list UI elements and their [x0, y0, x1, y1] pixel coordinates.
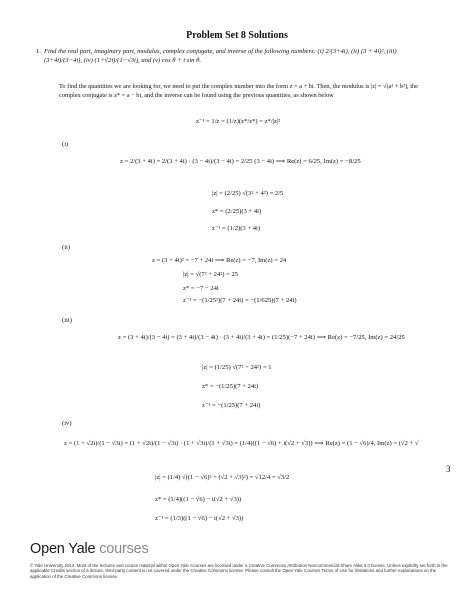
part-iii-inverse: z⁻¹ = −(1/25)(7 + 24i) — [202, 402, 261, 409]
page-number: 3 — [446, 464, 451, 474]
inverse-definition: z⁻¹ = 1/z = (1/z)(z*/z*) = z*/|z|² — [196, 118, 281, 125]
logo-text-secondary: courses — [95, 541, 149, 557]
part-iv-modulus: |z| = (1/4) √((1 − √6)² + (√2 + √3)²) = √12/4 = √3/2 — [155, 474, 290, 481]
part-iii-main: z = (3 + 4i)/(3 − 4i) = (3 + 4i)/(3 − 4i) · (3 + 4i)/(3 + 4i) = (1/25)(−7 + 24i) ⟹ Re(z) = −7/25, Im(z) = 24/25 — [118, 334, 405, 341]
part-iv-inverse: z⁻¹ = (1/3)((1 − √6) − i(√2 + √3)) — [155, 515, 244, 522]
open-yale-courses-logo — [30, 541, 149, 557]
part-i-label: (i) — [62, 141, 69, 148]
part-iii-label: (iii) — [62, 317, 72, 324]
part-ii-inverse: z⁻¹ = −(1/25²)(7 + 24i) = −(1/625)(7 + 24i) — [183, 297, 297, 304]
part-i-conjugate: z* = (2/25)(3 + 4i) — [212, 208, 262, 215]
license-footer: © Yale University 2012. Most of the lectures and course material within Open Yale Courses are licensed under a Creative Commons Attribution-Noncommercial-Share Alike 3.0 license. Unless explicitly set forth in the applicable Credits section of a lecture, third-party content is not covered under the Creative Commons license. Please consult the Open Yale Courses Terms of Use for limitations and further explanations on the application of the Creative Commons license. — [30, 563, 448, 579]
part-iv-main: z = (1 + √2i)/(1 − √3i) = (1 + √2i)/(1 − √3i) · (1 + √3i)/(1 + √3i) = (1/4)((1 − √6) + i(√2 + √3)) ⟹ Re(z) = (1 − √6)/4, Im(z) = (√2 + √ — [64, 440, 419, 447]
part-ii-modulus: |z| = √(7² + 24²) = 25 — [183, 271, 239, 278]
part-iv-label: (iv) — [62, 420, 72, 427]
logo-text-primary: Open Yale — [30, 541, 96, 557]
problem-statement — [36, 47, 430, 65]
intro-paragraph: To find the quantities we are looking for, we need to put the complex number into the form z = a + bi. Then, the modulus is |z| = √(a² + b²), the complex conjugate is z* = a − bi, and the inverse can be found using the previous quantities, as shown below — [59, 83, 418, 99]
part-iii-conjugate: z* = −(1/25)(7 + 24i) — [202, 383, 259, 390]
problem-text: Find the real part, imaginary part, modulus, complex conjugate, and inverse of the following numbers: (i) 2/(3+4i), (ii) (3 + 4i)², (iii) (3+4i)/(3−4i), (iv) (1+√2i)/(1−√3i), and (v) cos θ + i sin θ. — [44, 48, 397, 64]
part-ii-main: z = (3 + 4i)² = −7 + 24i ⟹ Re(z) = −7, Im(z) = 24 — [152, 257, 287, 264]
part-i-modulus: |z| = (2/25) √(3² + 4²) = 2/5 — [212, 190, 284, 197]
part-ii-label: (ii) — [62, 244, 71, 251]
problem-number: 1. — [36, 48, 41, 55]
part-i-inverse: z⁻¹ = (1/2)(3 + 4i) — [212, 225, 261, 232]
page-title: Problem Set 8 Solutions — [186, 30, 288, 41]
part-i-main: z = 2/(3 + 4i) = 2/(3 + 4i) · (3 − 4i)/(3 − 4i) = 2/25 (3 − 4i) ⟹ Re(z) = 6/25, Im(z) = −8/25 — [120, 158, 361, 165]
part-iv-conjugate: z* = (1/4)((1 − √6) − i(√2 + √3)) — [155, 496, 242, 503]
part-ii-conjugate: z* = −7 − 24i — [183, 285, 219, 292]
part-iii-modulus: |z| = (1/25) √(7² + 24²) = 1 — [202, 364, 272, 371]
